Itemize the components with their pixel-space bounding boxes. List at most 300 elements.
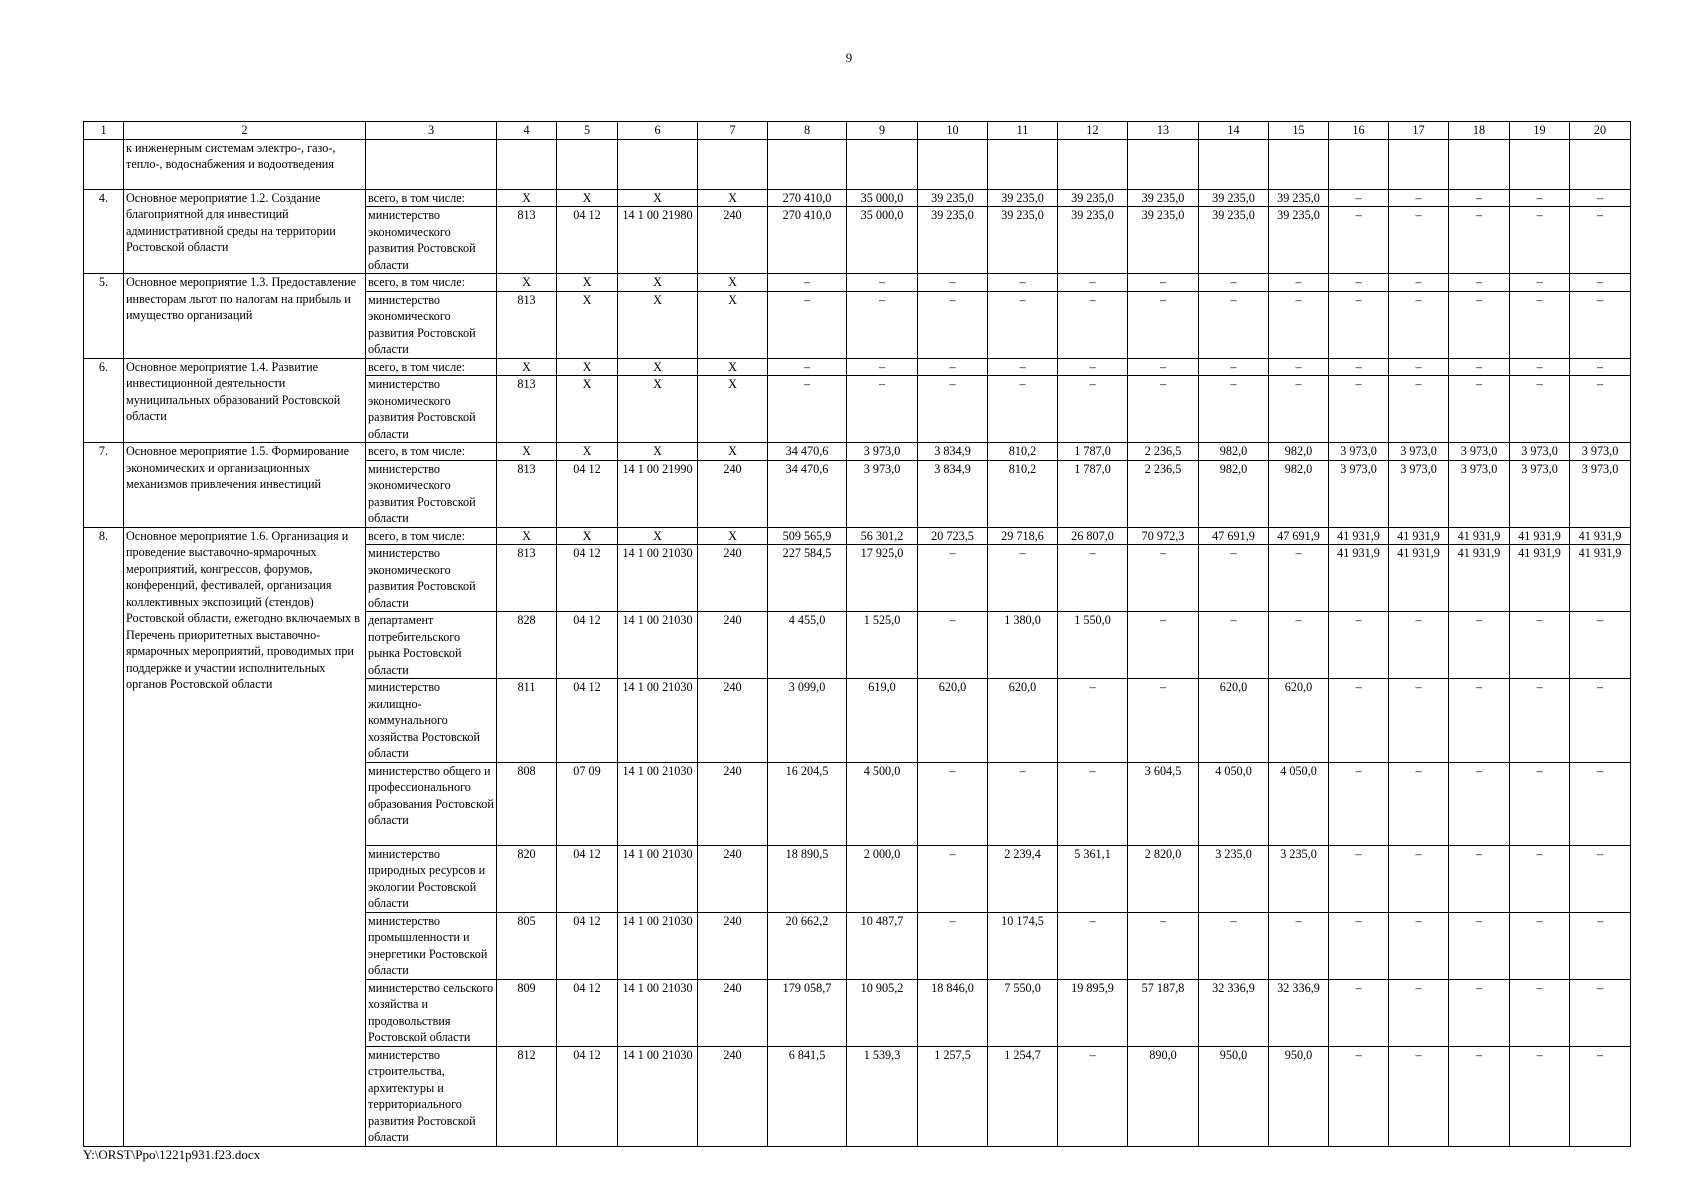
cell — [1389, 139, 1449, 189]
vr-cell: X — [698, 376, 768, 443]
csr-cell: X — [618, 274, 698, 292]
header-cell: 3 — [366, 122, 497, 140]
grbs-cell: X — [497, 189, 557, 207]
value-cell: 982,0 — [1199, 460, 1269, 527]
value-cell: 39 235,0 — [1199, 189, 1269, 207]
rzpr-cell: X — [557, 358, 618, 376]
activity-name: Основное мероприятие 1.6. Организация и проведение выставочно-ярмарочных мероприятий, конгрессов, форумов, конференций, фестивалей, организация коллективных экспозиций (стендов) Ростовской области, ежегодно включаемых в Перечень приоритетных выставочно-ярмарочных мероприятий, проводимых при поддержке и участии исполнительных органов Ростовской области — [124, 527, 366, 1146]
value-cell: 4 500,0 — [847, 762, 918, 845]
csr-cell: X — [618, 527, 698, 545]
value-cell: – — [1449, 376, 1510, 443]
value-cell: – — [1389, 912, 1449, 979]
value-cell: 3 973,0 — [1510, 443, 1570, 461]
header-cell: 10 — [918, 122, 988, 140]
value-cell: 982,0 — [1269, 460, 1329, 527]
grbs-cell: 813 — [497, 376, 557, 443]
rzpr-cell: 04 12 — [557, 912, 618, 979]
vr-cell: X — [698, 358, 768, 376]
vr-cell: 240 — [698, 762, 768, 845]
continuation-row — [84, 139, 1631, 189]
value-cell: 179 058,7 — [768, 979, 847, 1046]
value-cell: – — [1389, 376, 1449, 443]
value-cell: – — [768, 376, 847, 443]
value-cell: 10 905,2 — [847, 979, 918, 1046]
executor-cell: министерство общего и профессионального образования Ростовской области — [366, 762, 497, 845]
header-cell: 8 — [768, 122, 847, 140]
rzpr-cell: 04 12 — [557, 679, 618, 763]
value-cell: – — [1329, 358, 1389, 376]
activity-name: Основное мероприятие 1.3. Предоставление инвесторам льгот по налогам на прибыль и имущество организаций — [124, 274, 366, 359]
value-cell: 950,0 — [1199, 1046, 1269, 1146]
csr-cell: 14 1 00 21030 — [618, 979, 698, 1046]
executor-cell: министерство экономического развития Ростовской области — [366, 460, 497, 527]
value-cell: 32 336,9 — [1199, 979, 1269, 1046]
value-cell: – — [1389, 979, 1449, 1046]
value-cell: 57 187,8 — [1128, 979, 1199, 1046]
value-cell: – — [1199, 612, 1269, 679]
value-cell: – — [1058, 1046, 1128, 1146]
csr-cell: X — [618, 376, 698, 443]
value-cell: 41 931,9 — [1510, 545, 1570, 612]
value-cell: 3 099,0 — [768, 679, 847, 763]
cell — [1510, 139, 1570, 189]
value-cell: – — [1269, 358, 1329, 376]
value-cell: – — [988, 358, 1058, 376]
value-cell: 18 890,5 — [768, 845, 847, 912]
vr-cell: 240 — [698, 545, 768, 612]
value-cell: 620,0 — [918, 679, 988, 763]
value-cell: – — [1199, 912, 1269, 979]
activity-name: Основное мероприятие 1.4. Развитие инвестиционной деятельности муниципальных образований Ростовской области — [124, 358, 366, 443]
vr-cell: X — [698, 274, 768, 292]
header-row — [84, 122, 1631, 140]
value-cell: – — [1128, 376, 1199, 443]
value-cell: 26 807,0 — [1058, 527, 1128, 545]
value-cell: 3 973,0 — [1329, 443, 1389, 461]
value-cell: 1 787,0 — [1058, 443, 1128, 461]
value-cell: – — [1449, 845, 1510, 912]
value-cell: 41 931,9 — [1570, 527, 1631, 545]
value-cell: 3 235,0 — [1199, 845, 1269, 912]
cell — [557, 139, 618, 189]
value-cell: 10 487,7 — [847, 912, 918, 979]
value-cell: 39 235,0 — [988, 207, 1058, 274]
value-cell: – — [1570, 679, 1631, 763]
value-cell: – — [1449, 274, 1510, 292]
value-cell: 34 470,6 — [768, 443, 847, 461]
program-table — [83, 121, 1631, 1147]
value-cell: 41 931,9 — [1570, 545, 1631, 612]
value-cell: – — [918, 762, 988, 845]
vr-cell: 240 — [698, 612, 768, 679]
footer-file-path: Y:\ORST\Ppo\1221p931.f23.docx — [83, 1147, 261, 1162]
rzpr-cell: X — [557, 189, 618, 207]
value-cell: 56 301,2 — [847, 527, 918, 545]
value-cell: – — [1269, 376, 1329, 443]
table-row — [84, 189, 1631, 207]
value-cell: 29 718,6 — [988, 527, 1058, 545]
header-cell: 7 — [698, 122, 768, 140]
value-cell: 19 895,9 — [1058, 979, 1128, 1046]
value-cell: 34 470,6 — [768, 460, 847, 527]
value-cell: – — [1510, 612, 1570, 679]
value-cell: – — [988, 762, 1058, 845]
value-cell: – — [1389, 358, 1449, 376]
value-cell: – — [1449, 979, 1510, 1046]
rzpr-cell: 04 12 — [557, 612, 618, 679]
grbs-cell: X — [497, 358, 557, 376]
vr-cell: 240 — [698, 912, 768, 979]
rzpr-cell: X — [557, 376, 618, 443]
value-cell: – — [988, 291, 1058, 358]
value-cell: 1 380,0 — [988, 612, 1058, 679]
value-cell: – — [1329, 291, 1389, 358]
cell-num — [84, 139, 124, 189]
value-cell: 3 834,9 — [918, 460, 988, 527]
value-cell: 4 455,0 — [768, 612, 847, 679]
header-cell: 6 — [618, 122, 698, 140]
rzpr-cell: 04 12 — [557, 1046, 618, 1146]
value-cell: 41 931,9 — [1389, 545, 1449, 612]
value-cell: 1 550,0 — [1058, 612, 1128, 679]
grbs-cell: 813 — [497, 291, 557, 358]
value-cell: 2 000,0 — [847, 845, 918, 912]
value-cell: 39 235,0 — [918, 207, 988, 274]
value-cell: – — [1199, 376, 1269, 443]
value-cell: – — [1570, 358, 1631, 376]
grbs-cell: 805 — [497, 912, 557, 979]
value-cell: – — [1128, 545, 1199, 612]
vr-cell: 240 — [698, 979, 768, 1046]
value-cell: 3 235,0 — [1269, 845, 1329, 912]
cell — [1570, 139, 1631, 189]
value-cell: – — [1199, 358, 1269, 376]
value-cell: – — [1389, 612, 1449, 679]
value-cell: 6 841,5 — [768, 1046, 847, 1146]
value-cell: – — [1199, 274, 1269, 292]
executor-cell: всего, в том числе: — [366, 358, 497, 376]
table-row — [84, 274, 1631, 292]
csr-cell: 14 1 00 21030 — [618, 612, 698, 679]
value-cell: – — [1058, 358, 1128, 376]
grbs-cell: 828 — [497, 612, 557, 679]
value-cell: – — [1269, 291, 1329, 358]
value-cell: – — [1570, 189, 1631, 207]
value-cell: – — [1329, 912, 1389, 979]
value-cell: – — [918, 358, 988, 376]
csr-cell: 14 1 00 21030 — [618, 762, 698, 845]
executor-cell: всего, в том числе: — [366, 189, 497, 207]
value-cell: 7 550,0 — [988, 979, 1058, 1046]
value-cell: – — [1389, 274, 1449, 292]
value-cell: – — [1449, 912, 1510, 979]
value-cell: 41 931,9 — [1449, 545, 1510, 612]
value-cell: 982,0 — [1269, 443, 1329, 461]
value-cell: 4 050,0 — [1269, 762, 1329, 845]
value-cell: – — [1510, 207, 1570, 274]
value-cell: – — [1570, 376, 1631, 443]
table-row — [84, 443, 1631, 461]
value-cell: 619,0 — [847, 679, 918, 763]
grbs-cell: X — [497, 443, 557, 461]
value-cell: – — [1570, 274, 1631, 292]
grbs-cell: 808 — [497, 762, 557, 845]
value-cell: 620,0 — [1269, 679, 1329, 763]
value-cell: 270 410,0 — [768, 189, 847, 207]
value-cell: 3 973,0 — [1389, 443, 1449, 461]
value-cell: 1 539,3 — [847, 1046, 918, 1146]
rzpr-cell: 04 12 — [557, 845, 618, 912]
grbs-cell: 820 — [497, 845, 557, 912]
value-cell: 41 931,9 — [1329, 527, 1389, 545]
value-cell: – — [918, 845, 988, 912]
vr-cell: X — [698, 527, 768, 545]
rzpr-cell: 07 09 — [557, 762, 618, 845]
value-cell: 1 787,0 — [1058, 460, 1128, 527]
value-cell: – — [1058, 912, 1128, 979]
value-cell: 3 973,0 — [1329, 460, 1389, 527]
vr-cell: 240 — [698, 679, 768, 763]
row-number: 7. — [84, 443, 124, 528]
value-cell: 16 204,5 — [768, 762, 847, 845]
cell — [768, 139, 847, 189]
value-cell: – — [918, 545, 988, 612]
csr-cell: 14 1 00 21030 — [618, 912, 698, 979]
rzpr-cell: 04 12 — [557, 207, 618, 274]
value-cell: – — [1389, 207, 1449, 274]
table-row — [84, 527, 1631, 545]
cell — [1449, 139, 1510, 189]
value-cell: – — [1510, 979, 1570, 1046]
value-cell: – — [918, 612, 988, 679]
value-cell: – — [1269, 274, 1329, 292]
rzpr-cell: X — [557, 443, 618, 461]
value-cell: – — [1128, 291, 1199, 358]
value-cell: – — [1570, 612, 1631, 679]
value-cell: – — [1570, 1046, 1631, 1146]
value-cell: 2 236,5 — [1128, 443, 1199, 461]
value-cell: – — [768, 358, 847, 376]
value-cell: 2 820,0 — [1128, 845, 1199, 912]
activity-name: Основное мероприятие 1.5. Формирование экономических и организационных механизмов привлечения инвестиций — [124, 443, 366, 528]
csr-cell: 14 1 00 21980 — [618, 207, 698, 274]
activity-name: Основное мероприятие 1.2. Создание благоприятной для инвестиций административной среды на территории Ростовской области — [124, 189, 366, 274]
cell — [1128, 139, 1199, 189]
cell — [698, 139, 768, 189]
row-number: 4. — [84, 189, 124, 274]
value-cell: 39 235,0 — [1269, 207, 1329, 274]
grbs-cell: 809 — [497, 979, 557, 1046]
rzpr-cell: X — [557, 527, 618, 545]
value-cell: – — [1449, 189, 1510, 207]
csr-cell: 14 1 00 21030 — [618, 679, 698, 763]
value-cell: – — [1199, 545, 1269, 612]
rzpr-cell: X — [557, 274, 618, 292]
cell — [497, 139, 557, 189]
row-number: 6. — [84, 358, 124, 443]
value-cell: 1 257,5 — [918, 1046, 988, 1146]
value-cell: 810,2 — [988, 460, 1058, 527]
value-cell: – — [1510, 376, 1570, 443]
vr-cell: X — [698, 189, 768, 207]
value-cell: – — [1449, 207, 1510, 274]
value-cell: – — [1329, 1046, 1389, 1146]
value-cell: 47 691,9 — [1199, 527, 1269, 545]
value-cell: 3 973,0 — [1510, 460, 1570, 527]
value-cell: – — [1058, 376, 1128, 443]
value-cell: 1 254,7 — [988, 1046, 1058, 1146]
value-cell: 39 235,0 — [1199, 207, 1269, 274]
value-cell: 1 525,0 — [847, 612, 918, 679]
value-cell: 39 235,0 — [1058, 189, 1128, 207]
value-cell: – — [1329, 612, 1389, 679]
value-cell: – — [1329, 845, 1389, 912]
row-number: 5. — [84, 274, 124, 359]
csr-cell: 14 1 00 21030 — [618, 1046, 698, 1146]
value-cell: 17 925,0 — [847, 545, 918, 612]
value-cell: 3 604,5 — [1128, 762, 1199, 845]
value-cell: 20 662,2 — [768, 912, 847, 979]
header-cell: 2 — [124, 122, 366, 140]
value-cell: 4 050,0 — [1199, 762, 1269, 845]
vr-cell: 240 — [698, 1046, 768, 1146]
value-cell: – — [847, 274, 918, 292]
cell — [1269, 139, 1329, 189]
value-cell: 810,2 — [988, 443, 1058, 461]
value-cell: – — [1269, 545, 1329, 612]
value-cell: 3 834,9 — [918, 443, 988, 461]
rzpr-cell: 04 12 — [557, 979, 618, 1046]
value-cell: – — [1510, 1046, 1570, 1146]
value-cell: 70 972,3 — [1128, 527, 1199, 545]
value-cell: – — [1449, 612, 1510, 679]
value-cell: 3 973,0 — [1570, 460, 1631, 527]
executor-cell: министерство экономического развития Ростовской области — [366, 291, 497, 358]
value-cell: – — [1570, 291, 1631, 358]
value-cell: – — [1329, 762, 1389, 845]
executor-cell: министерство строительства, архитектуры и территориального развития Ростовской области — [366, 1046, 497, 1146]
executor-cell: всего, в том числе: — [366, 527, 497, 545]
value-cell: 35 000,0 — [847, 189, 918, 207]
value-cell: – — [1199, 291, 1269, 358]
executor-cell: министерство экономического развития Ростовской области — [366, 376, 497, 443]
executor-cell: министерство экономического развития Ростовской области — [366, 207, 497, 274]
value-cell: – — [1570, 912, 1631, 979]
value-cell: 3 973,0 — [847, 443, 918, 461]
value-cell: – — [1449, 1046, 1510, 1146]
value-cell: – — [847, 358, 918, 376]
value-cell: 3 973,0 — [1570, 443, 1631, 461]
value-cell: – — [1449, 762, 1510, 845]
value-cell: 18 846,0 — [918, 979, 988, 1046]
value-cell: – — [1329, 189, 1389, 207]
vr-cell: 240 — [698, 207, 768, 274]
value-cell: 3 973,0 — [1449, 443, 1510, 461]
header-cell: 1 — [84, 122, 124, 140]
value-cell: – — [847, 376, 918, 443]
executor-cell: министерство жилищно-коммунального хозяйства Ростовской области — [366, 679, 497, 763]
value-cell: – — [1269, 612, 1329, 679]
header-cell: 11 — [988, 122, 1058, 140]
value-cell: – — [1269, 912, 1329, 979]
cell — [918, 139, 988, 189]
executor-cell: министерство природных ресурсов и экологии Ростовской области — [366, 845, 497, 912]
cell — [1199, 139, 1269, 189]
header-cell: 14 — [1199, 122, 1269, 140]
value-cell: – — [1058, 545, 1128, 612]
csr-cell: X — [618, 189, 698, 207]
value-cell: 20 723,5 — [918, 527, 988, 545]
value-cell: – — [1449, 358, 1510, 376]
csr-cell: X — [618, 358, 698, 376]
value-cell: 3 973,0 — [1389, 460, 1449, 527]
executor-cell: министерство промышленности и энергетики Ростовской области — [366, 912, 497, 979]
executor-cell: министерство экономического развития Ростовской области — [366, 545, 497, 612]
header-cell: 20 — [1570, 122, 1631, 140]
value-cell: – — [1329, 274, 1389, 292]
value-cell: – — [1329, 979, 1389, 1046]
csr-cell: X — [618, 291, 698, 358]
value-cell: – — [918, 912, 988, 979]
value-cell: – — [1329, 207, 1389, 274]
value-cell: – — [918, 376, 988, 443]
grbs-cell: 811 — [497, 679, 557, 763]
value-cell: – — [1510, 274, 1570, 292]
executor-cell: министерство сельского хозяйства и продовольствия Ростовской области — [366, 979, 497, 1046]
value-cell: – — [1329, 679, 1389, 763]
value-cell: – — [1058, 679, 1128, 763]
cell — [618, 139, 698, 189]
csr-cell: X — [618, 443, 698, 461]
header-cell: 12 — [1058, 122, 1128, 140]
value-cell: – — [1510, 189, 1570, 207]
cell — [1329, 139, 1389, 189]
cell — [847, 139, 918, 189]
value-cell: – — [768, 291, 847, 358]
value-cell: 890,0 — [1128, 1046, 1199, 1146]
value-cell: 39 235,0 — [1128, 207, 1199, 274]
grbs-cell: 813 — [497, 207, 557, 274]
value-cell: – — [1128, 612, 1199, 679]
executor-cell: всего, в том числе: — [366, 443, 497, 461]
value-cell: – — [1510, 679, 1570, 763]
value-cell: – — [1389, 1046, 1449, 1146]
cell — [1058, 139, 1128, 189]
executor-cell: департамент потребительского рынка Ростовской области — [366, 612, 497, 679]
value-cell: – — [1510, 762, 1570, 845]
value-cell: – — [847, 291, 918, 358]
header-cell: 19 — [1510, 122, 1570, 140]
value-cell: – — [1570, 979, 1631, 1046]
value-cell: 509 565,9 — [768, 527, 847, 545]
value-cell: 950,0 — [1269, 1046, 1329, 1146]
value-cell: 227 584,5 — [768, 545, 847, 612]
grbs-cell: X — [497, 274, 557, 292]
value-cell: 39 235,0 — [918, 189, 988, 207]
grbs-cell: X — [497, 527, 557, 545]
table-row — [84, 358, 1631, 376]
value-cell: – — [1449, 291, 1510, 358]
header-cell: 9 — [847, 122, 918, 140]
value-cell: – — [1058, 274, 1128, 292]
value-cell: – — [1058, 291, 1128, 358]
header-cell: 16 — [1329, 122, 1389, 140]
value-cell: 620,0 — [988, 679, 1058, 763]
row-number: 8. — [84, 527, 124, 1146]
grbs-cell: 813 — [497, 545, 557, 612]
value-cell: – — [1128, 274, 1199, 292]
value-cell: 620,0 — [1199, 679, 1269, 763]
